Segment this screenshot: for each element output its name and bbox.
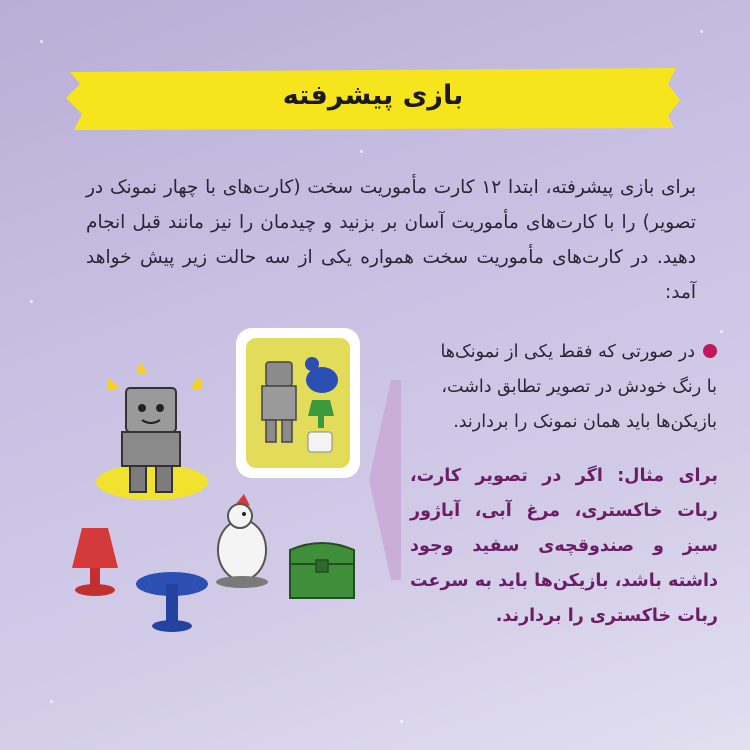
lamp-icon <box>72 528 118 596</box>
rule-bullet <box>425 335 717 440</box>
sparkle <box>50 700 53 703</box>
sparkle <box>720 330 723 333</box>
sparkle <box>700 30 703 33</box>
chest-icon <box>290 543 354 598</box>
sparkle <box>30 300 33 303</box>
example-paragraph: برای مثال: اگر در تصویر کارت، ربات خاکستری، مرغ آبی، آباژور سبز و صندوقچه‌ی سفید وجود داشته باشد، بازیکن‌ها باید به سرعت ربات خاکستری را بردارند. <box>410 466 718 626</box>
illustration <box>60 320 370 700</box>
sparkle <box>40 40 43 43</box>
divider-arrow-icon <box>365 380 405 580</box>
section-header-banner <box>62 66 684 132</box>
sparkle <box>400 720 403 723</box>
section-title: بازی پیشرفته <box>282 80 464 111</box>
intro-paragraph: برای بازی پیشرفته، ابتدا ۱۲ کارت مأموریت سخت (کارت‌های با چهار نمونک در تصویر) را با کارت‌های مأموریت آسان بر بزنید و چیدمان را نیز مانند قبل انجام دهید. در کارت‌های مأموریت سخت همواره یکی از سه حالت زیر پیش خواهد آمد: <box>86 177 696 303</box>
table-icon <box>136 572 208 632</box>
bullet-dot-icon <box>703 344 717 358</box>
sparkle <box>360 150 363 153</box>
rule-bullet-text: در صورتی که فقط یکی از نمونک‌ها با رنگ خودش در تصویر تطابق داشت، بازیکن‌ها باید همان نمونک را بردارند. <box>440 342 717 432</box>
mission-card-icon <box>236 328 360 478</box>
chicken-icon <box>216 494 268 588</box>
